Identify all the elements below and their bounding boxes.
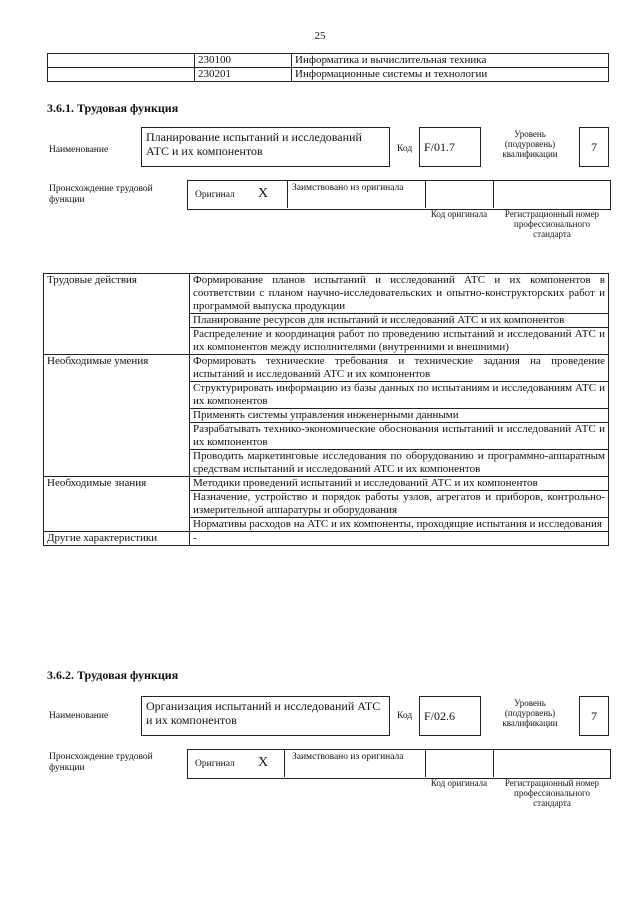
section-heading: 3.6.2. Трудовая функция [47, 668, 179, 682]
origin-label: Происхождение трудовой функции [49, 184, 153, 205]
list-item: Нормативы расходов на АТС и их компоненты, проходящие испытания и исследования [190, 518, 609, 532]
reg-number-label: Регистрационный номер профессионального стандарта [504, 209, 600, 239]
list-item: Методики проведений испытаний и исследований АТС и их компонентов [190, 477, 609, 491]
function-name-box: Организация испытаний и исследований АТС и их компонентов [141, 696, 390, 736]
labor-function-table [43, 273, 609, 546]
original-label: Оригинал [195, 759, 235, 769]
other-label: Другие характеристики [44, 532, 190, 546]
divider [425, 750, 426, 777]
origin-label: Происхождение трудовой функции [49, 752, 153, 773]
borrowed-label: Заимствовано из оригинала [292, 752, 404, 762]
list-item: Планирование ресурсов для испытаний и исследований АТС и их компонентов [190, 314, 609, 328]
table-row [48, 54, 609, 68]
function-code-box: F/01.7 [419, 127, 481, 167]
list-item: Формировать технические требования и технические задания на проведение испытаний и исследований АТС и их компонентов [190, 355, 609, 382]
original-label: Оригинал [195, 190, 235, 200]
table-cell [48, 68, 195, 82]
level-box: 7 [579, 127, 609, 167]
original-mark: X [258, 186, 269, 201]
table-row [48, 68, 609, 82]
original-mark: X [258, 755, 269, 770]
code-label: Код [397, 144, 413, 154]
level-label: Уровень (подуровень) квалификации [502, 698, 558, 728]
code-cell: 230100 [195, 54, 292, 68]
level-label: Уровень (подуровень) квалификации [502, 129, 558, 159]
list-item: Формирование планов испытаний и исследований АТС и их компонентов в соответствии с планом научно-исследовательских и опытно-конструкторских работ и программой выпуска продукции [190, 274, 609, 314]
divider [493, 750, 494, 777]
divider [287, 181, 288, 208]
page-number: 25 [314, 30, 326, 42]
skills-label: Необходимые умения [44, 355, 190, 477]
list-item: Структурировать информацию из базы данных по испытаниям и исследованиям АТС и их компонентов [190, 382, 609, 409]
list-item: Распределение и координация работ по проведению испытаний и исследований АТС и их компонентов между исполнителями (внутренними и внешними) [190, 328, 609, 355]
table-cell [48, 54, 195, 68]
name-cell: Информатика и вычислительная техника [292, 54, 609, 68]
divider [284, 750, 285, 777]
section-heading: 3.6.1. Трудовая функция [47, 101, 179, 115]
origin-code-label: Код оригинала [430, 209, 488, 219]
name-label: Наименование [49, 711, 109, 721]
code-cell: 230201 [195, 68, 292, 82]
code-label: Код [397, 711, 413, 721]
borrowed-label: Заимствовано из оригинала [292, 183, 404, 193]
function-name-box: Планирование испытаний и исследований АТС и их компонентов [141, 127, 390, 167]
list-item: Назначение, устройство и порядок работы узлов, агрегатов и приборов, контрольно-измерительной аппаратуры и оборудования [190, 491, 609, 518]
divider [425, 181, 426, 208]
origin-code-label: Код оригинала [430, 778, 488, 788]
other-value: - [190, 532, 609, 546]
reg-number-label: Регистрационный номер профессионального стандарта [504, 778, 600, 808]
name-label: Наименование [49, 145, 109, 155]
list-item: Применять системы управления инженерными данными [190, 409, 609, 423]
knowledge-label: Необходимые знания [44, 477, 190, 532]
table-row [44, 477, 609, 491]
codes-table [47, 53, 609, 82]
list-item: Проводить маркетинговые исследования по оборудованию и программно-аппаратным средствам испытаний и исследований АТС и их компонентов [190, 450, 609, 477]
list-item: Разрабатывать технико-экономические обоснования испытаний и исследований АТС и их компонентов [190, 423, 609, 450]
level-box: 7 [579, 696, 609, 736]
table-row [44, 532, 609, 546]
name-cell: Информационные системы и технологии [292, 68, 609, 82]
function-code-box: F/02.6 [419, 696, 481, 736]
divider [493, 181, 494, 208]
table-row [44, 274, 609, 314]
table-row [44, 355, 609, 382]
labor-actions-label: Трудовые действия [44, 274, 190, 355]
